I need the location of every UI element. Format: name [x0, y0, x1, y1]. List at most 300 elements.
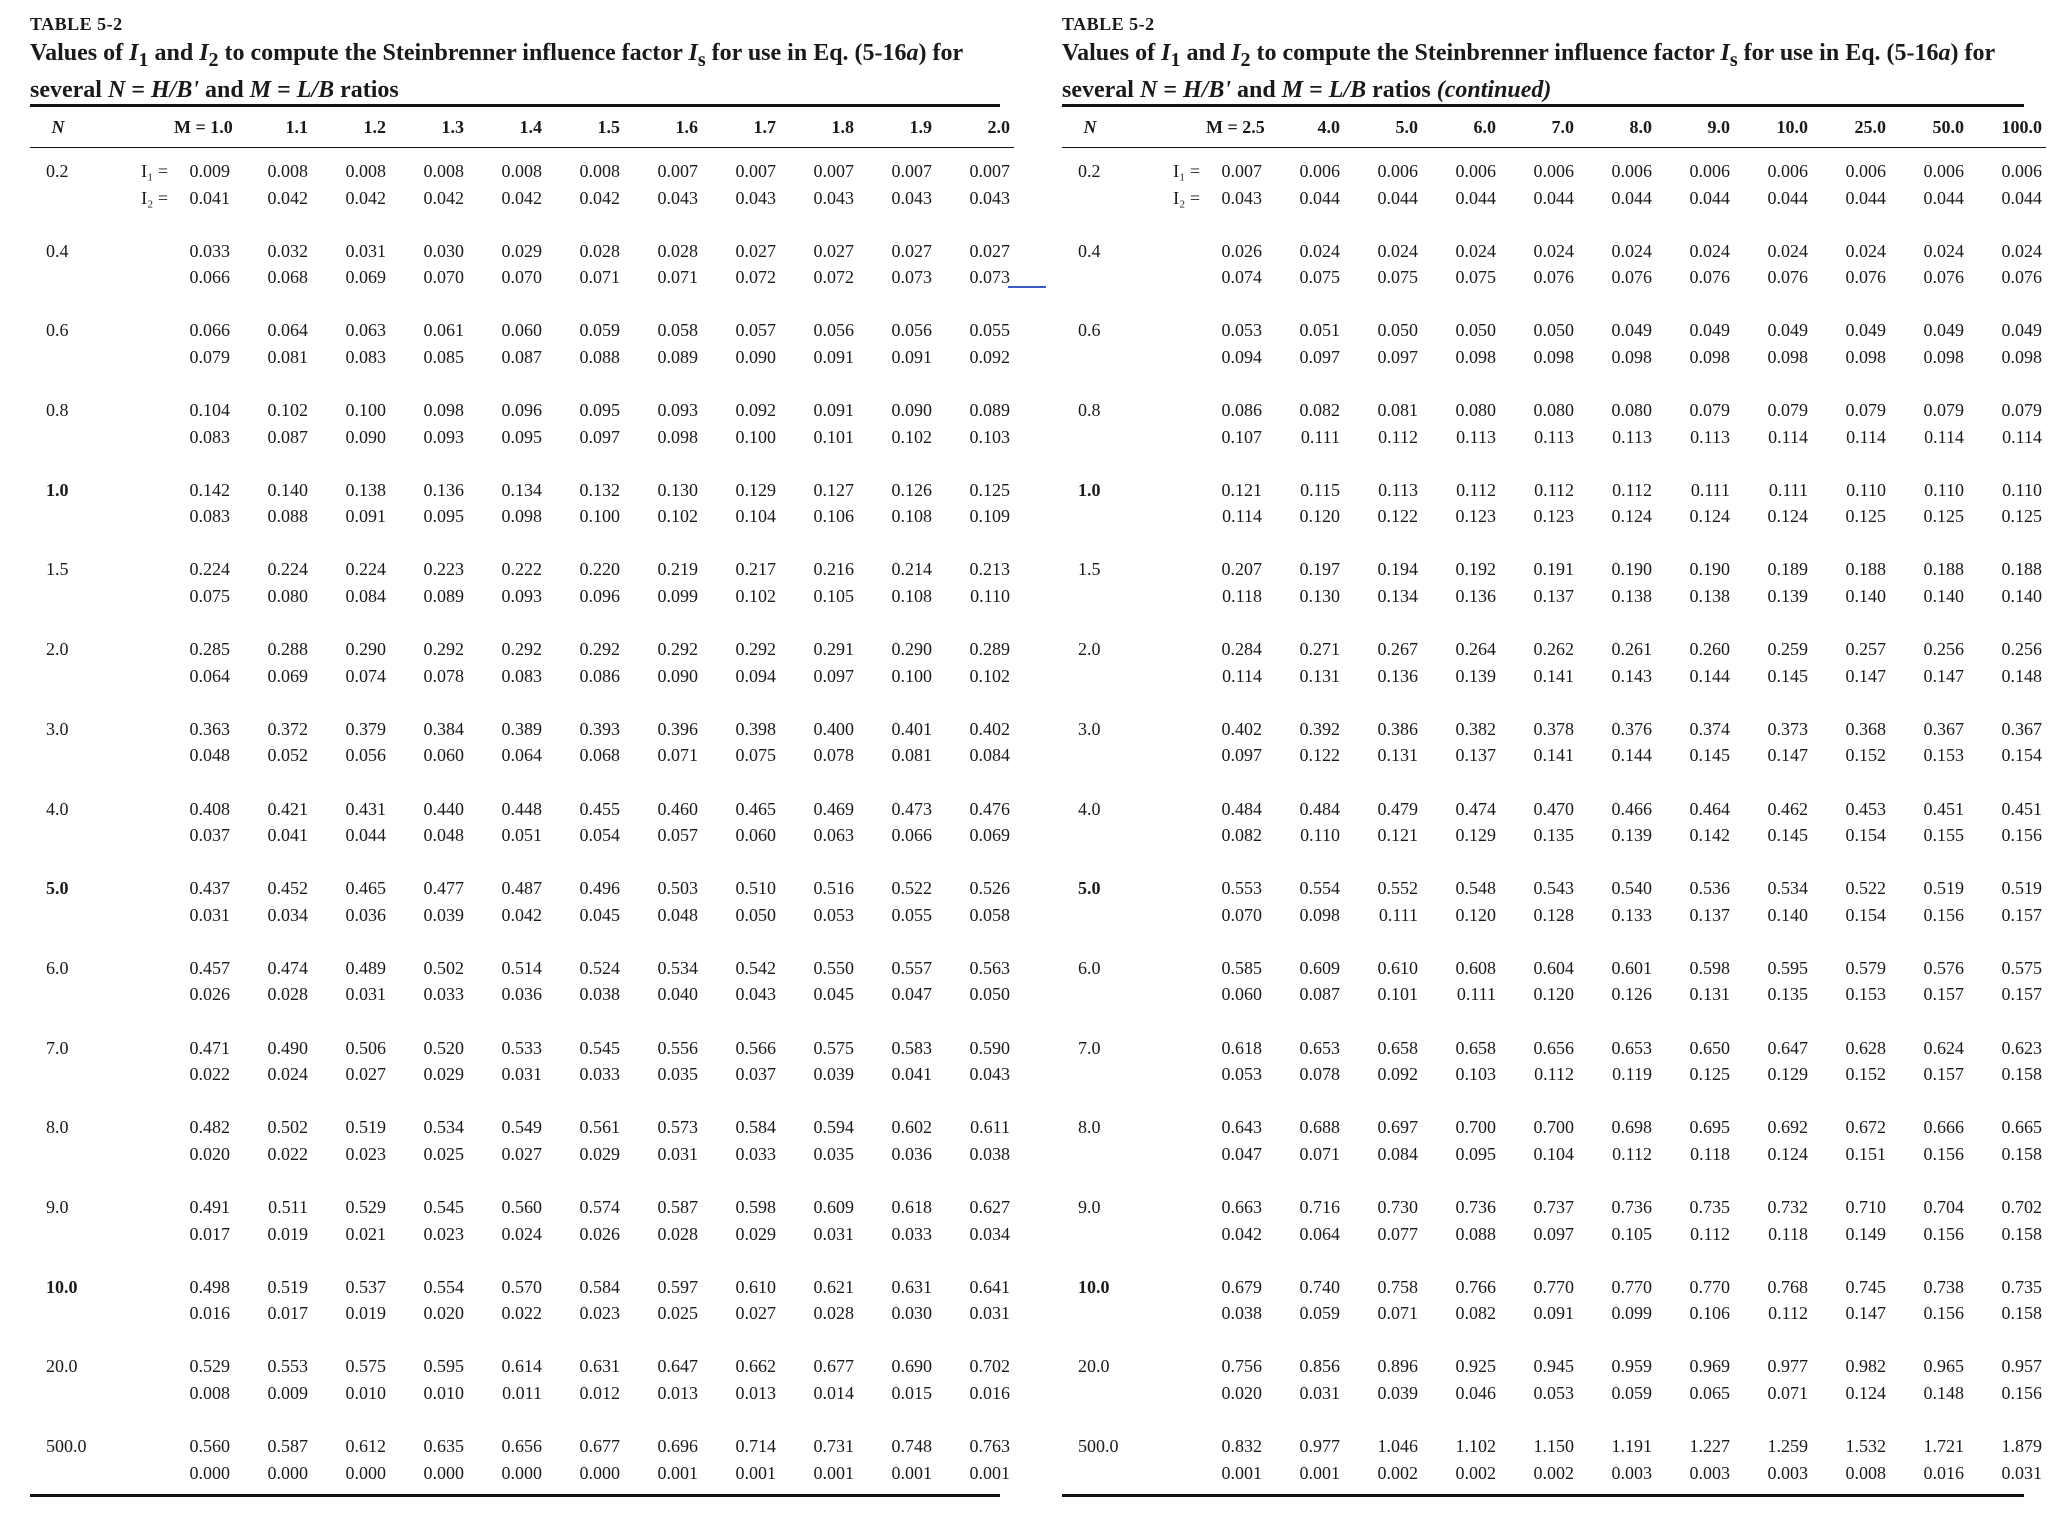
i2-value: 0.124 — [1767, 506, 1808, 527]
row-spacer — [30, 1088, 1014, 1115]
i1-value: 0.587 — [267, 1436, 308, 1456]
table-row — [1062, 158, 2046, 185]
i2-value: 0.156 — [2001, 1382, 2042, 1403]
i1-value: 1.721 — [1923, 1436, 1964, 1456]
i1-value: 0.690 — [891, 1356, 932, 1377]
i1-value: 0.548 — [1455, 878, 1496, 899]
i2-value: 0.078 — [813, 745, 854, 766]
table-row — [30, 1194, 1014, 1221]
i2-value: 0.075 — [1455, 267, 1496, 288]
i1-value: 0.604 — [1533, 957, 1574, 978]
i2-value: 0.044 — [1923, 187, 1964, 208]
i2-value: 0.147 — [1923, 665, 1964, 686]
i1-value: 0.554 — [1299, 878, 1340, 899]
i2-value: 0.144 — [1611, 745, 1652, 766]
i1-value: 0.024 — [1611, 240, 1652, 261]
i1-value: 0.647 — [1767, 1037, 1808, 1058]
i2-value: 0.000 — [345, 1462, 386, 1483]
i1-value: 0.104 — [189, 400, 230, 421]
i2-value: 0.028 — [813, 1303, 854, 1324]
i2-value: 0.102 — [735, 586, 776, 607]
i1-value: 0.451 — [1923, 798, 1964, 819]
i2-value: 0.069 — [267, 665, 308, 686]
i2-value: 0.102 — [657, 506, 698, 527]
i2-value: 0.157 — [1923, 1064, 1964, 1085]
table-row — [1062, 716, 2046, 743]
caption-text: = — [1303, 76, 1329, 103]
i2-value: 0.106 — [1689, 1303, 1730, 1324]
i1-value: 0.032 — [267, 240, 308, 261]
i2-value: 0.076 — [1689, 267, 1730, 288]
i1-value: 0.080 — [1611, 400, 1652, 421]
i1-value: 0.063 — [345, 320, 386, 341]
i1-value: 0.583 — [891, 1037, 932, 1058]
table-row — [1062, 1380, 2046, 1407]
table-row — [30, 1460, 1014, 1487]
i2-value: 0.089 — [657, 346, 698, 367]
i2-value: 0.102 — [969, 665, 1010, 686]
i1-value: 0.006 — [1611, 161, 1652, 181]
table-row — [1062, 822, 2046, 849]
header-m: 9.0 — [1707, 116, 1730, 137]
i1-value: 0.402 — [969, 718, 1010, 739]
i2-value: 0.015 — [891, 1382, 932, 1403]
table-row — [1062, 1300, 2046, 1327]
n-value — [30, 822, 86, 849]
i2-value: 0.003 — [1689, 1462, 1730, 1483]
i2-value: 0.075 — [1299, 267, 1340, 288]
i1-value: 0.079 — [1845, 400, 1886, 421]
i2-value: 0.026 — [579, 1223, 620, 1244]
caption-text: = — [1157, 76, 1183, 103]
row-prefix — [1118, 742, 1206, 769]
i1-value: 0.516 — [813, 878, 854, 899]
i1-value: 0.386 — [1377, 718, 1418, 739]
header-n: N — [1083, 116, 1097, 137]
i2-value: 0.042 — [501, 904, 542, 925]
n-value — [30, 1141, 86, 1168]
i1-value: 0.288 — [267, 639, 308, 660]
i2-value: 0.140 — [2001, 586, 2042, 607]
i1-value: 0.049 — [1611, 320, 1652, 341]
i2-value: 0.123 — [1455, 506, 1496, 527]
i1-value: 1.102 — [1455, 1436, 1496, 1456]
i1-value: 0.029 — [501, 240, 542, 261]
table-row — [1062, 344, 2046, 371]
header-spacer — [86, 107, 174, 148]
i2-value: 0.114 — [2002, 426, 2042, 447]
i2-value: 0.091 — [1533, 1303, 1574, 1324]
table-row — [30, 503, 1014, 530]
row-prefix — [1118, 1353, 1206, 1380]
i1-value: 0.049 — [1845, 320, 1886, 341]
i1-value: 0.267 — [1377, 639, 1418, 660]
i1-value: 0.058 — [657, 320, 698, 341]
n-value — [30, 981, 86, 1008]
i1-value: 0.566 — [735, 1037, 776, 1058]
n-value — [30, 583, 86, 610]
i1-value: 0.189 — [1767, 559, 1808, 580]
i1-value: 0.635 — [423, 1436, 464, 1456]
i1-value: 0.290 — [891, 639, 932, 660]
i1-value: 0.008 — [423, 161, 464, 181]
i2-value: 0.073 — [891, 267, 932, 288]
i1-value: 0.735 — [2001, 1276, 2042, 1297]
i1-value: 0.766 — [1455, 1276, 1496, 1297]
i1-value: 0.462 — [1767, 798, 1808, 819]
i1-value: 0.384 — [423, 718, 464, 739]
header-n: N — [51, 116, 65, 137]
row-prefix — [86, 317, 174, 344]
n-value: 8.0 — [1078, 1117, 1101, 1138]
n-value: 0.2 — [46, 161, 69, 181]
i1-value: 0.473 — [891, 798, 932, 819]
caption-text: L/B — [1328, 76, 1367, 103]
i1-value: 0.595 — [1767, 957, 1808, 978]
table-row — [30, 636, 1014, 663]
caption-text: and — [1231, 76, 1282, 103]
i1-value: 0.006 — [1845, 161, 1886, 181]
i2-value: 0.066 — [189, 267, 230, 288]
i2-value: 0.036 — [501, 984, 542, 1005]
i1-value: 0.291 — [813, 639, 854, 660]
i1-value: 0.292 — [423, 639, 464, 660]
caption-text: H/B' — [151, 76, 200, 103]
table-row — [30, 1221, 1014, 1248]
i2-value: 0.092 — [969, 346, 1010, 367]
i1-value: 0.770 — [1611, 1276, 1652, 1297]
i2-value: 0.000 — [579, 1462, 620, 1483]
n-value: 5.0 — [46, 878, 69, 899]
row-prefix — [86, 238, 174, 265]
i1-value: 0.363 — [189, 718, 230, 739]
i2-value: 0.156 — [1923, 1223, 1964, 1244]
influence-factor-table-continued — [1062, 107, 2046, 1486]
i2-value: 0.113 — [1534, 426, 1574, 447]
i2-value: 0.090 — [657, 665, 698, 686]
caption-text: I — [129, 40, 139, 66]
i2-value: 0.111 — [1300, 426, 1340, 447]
i2-value: 0.041 — [189, 187, 230, 208]
i1-value: 0.373 — [1767, 718, 1808, 739]
i2-value: 0.043 — [657, 187, 698, 208]
header-m: 1.5 — [597, 116, 620, 137]
n-value — [1062, 344, 1118, 371]
i2-value: 0.112 — [1612, 1143, 1652, 1164]
i2-value: 0.025 — [657, 1303, 698, 1324]
i2-value: 0.031 — [657, 1143, 698, 1164]
i1-value: 0.089 — [969, 400, 1010, 421]
table-row — [30, 663, 1014, 690]
i1-value: 0.627 — [969, 1196, 1010, 1217]
influence-factor-table — [30, 107, 1014, 1486]
row-prefix — [1118, 796, 1206, 823]
row-prefix — [86, 875, 174, 902]
i2-value: 0.035 — [657, 1064, 698, 1085]
i1-value: 0.024 — [1299, 240, 1340, 261]
row-prefix — [1118, 264, 1206, 291]
i2-value: 0.039 — [423, 904, 464, 925]
i1-value: 0.090 — [891, 400, 932, 421]
i2-value: 0.131 — [1689, 984, 1730, 1005]
i2-value: 0.043 — [735, 984, 776, 1005]
i2-value: 0.022 — [189, 1064, 230, 1085]
i1-value: 0.027 — [891, 240, 932, 261]
i2-value: 0.120 — [1299, 506, 1340, 527]
header-m: 2.0 — [987, 116, 1010, 137]
table-row — [30, 875, 1014, 902]
i2-value: 0.156 — [1923, 1143, 1964, 1164]
row-prefix — [86, 344, 174, 371]
i1-value: 0.945 — [1533, 1356, 1574, 1377]
row-prefix — [1118, 344, 1206, 371]
i2-value: 0.124 — [1689, 506, 1730, 527]
i1-value: 0.716 — [1299, 1196, 1340, 1217]
caption-text: 1 — [138, 48, 149, 71]
i2-value: 0.156 — [1923, 904, 1964, 925]
i2-value: 0.051 — [501, 825, 542, 846]
i1-value: 0.368 — [1845, 718, 1886, 739]
i1-value: 0.452 — [267, 878, 308, 899]
i2-value: 0.021 — [345, 1223, 386, 1244]
i2-value: 0.107 — [1221, 426, 1262, 447]
i2-value: 0.078 — [423, 665, 464, 686]
i1-value: 0.207 — [1221, 559, 1262, 580]
i2-value: 0.044 — [1455, 187, 1496, 208]
i2-value: 0.137 — [1533, 586, 1574, 607]
header-m: 5.0 — [1395, 116, 1418, 137]
i1-value: 0.476 — [969, 798, 1010, 819]
i2-value: 0.044 — [1611, 187, 1652, 208]
i1-value: 0.219 — [657, 559, 698, 580]
table-row — [30, 1035, 1014, 1062]
i1-value: 0.666 — [1923, 1117, 1964, 1138]
i2-value: 0.147 — [1767, 745, 1808, 766]
row-spacer — [1062, 1327, 2046, 1354]
i1-value: 0.465 — [345, 878, 386, 899]
i1-value: 0.091 — [813, 400, 854, 421]
table-row — [30, 796, 1014, 823]
caption-text: = — [271, 76, 297, 103]
i2-value: 0.140 — [1923, 586, 1964, 607]
header-rule — [30, 148, 1014, 159]
i2-value: 0.042 — [579, 187, 620, 208]
i2-value: 0.158 — [2001, 1303, 2042, 1324]
i1-value: 0.264 — [1455, 639, 1496, 660]
i1-value: 0.576 — [1923, 957, 1964, 978]
i1-value: 0.092 — [735, 400, 776, 421]
table-row — [30, 1114, 1014, 1141]
i1-value: 0.590 — [969, 1037, 1010, 1058]
header-m: 1.4 — [519, 116, 542, 137]
header-m: 1.6 — [675, 116, 698, 137]
i2-value: 0.050 — [735, 904, 776, 925]
row-prefix — [86, 1300, 174, 1327]
i1-value: 0.402 — [1221, 718, 1262, 739]
i1-value: 0.008 — [579, 161, 620, 181]
i1-value: 0.770 — [1533, 1276, 1574, 1297]
i2-value: 0.087 — [501, 346, 542, 367]
header-m: 8.0 — [1629, 116, 1652, 137]
row-prefix — [1118, 1433, 1206, 1460]
i2-value: 0.016 — [969, 1382, 1010, 1403]
row-prefix — [86, 424, 174, 451]
i2-value: 0.031 — [813, 1223, 854, 1244]
header-m: M = 2.5 — [1206, 116, 1265, 137]
i2-value: 0.064 — [1299, 1223, 1340, 1244]
n-value: 500.0 — [1078, 1436, 1119, 1456]
i2-value: 0.138 — [1689, 586, 1730, 607]
table-row — [1062, 424, 2046, 451]
table-row — [1062, 185, 2046, 212]
i2-value: 0.029 — [579, 1143, 620, 1164]
i1-value: 0.006 — [1689, 161, 1730, 181]
i1-value: 0.643 — [1221, 1117, 1262, 1138]
i2-value: 0.039 — [1377, 1382, 1418, 1403]
table-row — [1062, 1114, 2046, 1141]
i2-value: 0.043 — [735, 187, 776, 208]
i2-value: 0.091 — [813, 346, 854, 367]
i1-value: 0.112 — [1456, 479, 1496, 500]
i2-value: 0.098 — [1611, 346, 1652, 367]
caption-text: ) for several — [1062, 40, 1995, 103]
i2-value: 0.008 — [1845, 1462, 1886, 1483]
table-row — [1062, 238, 2046, 265]
n-value: 20.0 — [46, 1356, 78, 1377]
n-value — [1062, 503, 1118, 530]
i2-value: 0.131 — [1299, 665, 1340, 686]
table-row — [1062, 796, 2046, 823]
i1-value: 0.656 — [1533, 1037, 1574, 1058]
i2-value: 0.106 — [813, 506, 854, 527]
table-row — [1062, 1194, 2046, 1221]
i1-value: 0.519 — [267, 1276, 308, 1297]
i1-value: 0.534 — [657, 957, 698, 978]
i2-value: 0.031 — [189, 904, 230, 925]
i1-value: 0.498 — [189, 1276, 230, 1297]
i1-value: 0.140 — [267, 479, 308, 500]
i1-value: 0.136 — [423, 479, 464, 500]
row-prefix — [86, 796, 174, 823]
caption-text: Values of — [30, 40, 130, 66]
row-prefix — [1118, 1061, 1206, 1088]
row-spacer — [30, 1167, 1014, 1194]
n-value: 0.6 — [1078, 320, 1101, 341]
i1-value: 0.758 — [1377, 1276, 1418, 1297]
i1-value: 0.471 — [189, 1037, 230, 1058]
i2-value: 0.136 — [1377, 665, 1418, 686]
i1-value: 0.292 — [657, 639, 698, 660]
row-prefix — [1118, 397, 1206, 424]
row-spacer — [1062, 849, 2046, 876]
i1-value: 0.192 — [1455, 559, 1496, 580]
i1-value: 0.006 — [2001, 161, 2042, 181]
n-value: 9.0 — [1078, 1196, 1101, 1217]
i2-value: 0.050 — [969, 984, 1010, 1005]
i1-value: 0.009 — [189, 161, 230, 181]
i1-value: 0.389 — [501, 718, 542, 739]
i1-value: 0.006 — [1377, 161, 1418, 181]
i2-value: 0.059 — [1299, 1303, 1340, 1324]
i1-value: 0.100 — [345, 400, 386, 421]
i2-value: 0.014 — [813, 1382, 854, 1403]
i1-value: 0.519 — [345, 1117, 386, 1138]
i2-value: 0.087 — [267, 426, 308, 447]
i1-value: 0.024 — [1377, 240, 1418, 261]
i1-value: 0.560 — [501, 1196, 542, 1217]
n-value: 6.0 — [46, 957, 69, 978]
i1-value: 0.079 — [1923, 400, 1964, 421]
i1-value: 0.631 — [891, 1276, 932, 1297]
caption-text: to compute the Steinbrenner influence factor — [1250, 40, 1721, 66]
i1-value: 0.977 — [1767, 1356, 1808, 1377]
i2-value: 0.001 — [657, 1462, 698, 1483]
i2-value: 0.157 — [1923, 984, 1964, 1005]
i2-value: 0.023 — [579, 1303, 620, 1324]
table-row — [1062, 503, 2046, 530]
i1-value: 0.110 — [2002, 479, 2042, 500]
i1-value: 0.756 — [1221, 1356, 1262, 1377]
i2-value: 0.045 — [813, 984, 854, 1005]
i2-value: 0.029 — [423, 1064, 464, 1085]
i2-value: 0.010 — [423, 1382, 464, 1403]
i1-value: 0.768 — [1767, 1276, 1808, 1297]
table-row — [30, 185, 1014, 212]
i1-value: 0.396 — [657, 718, 698, 739]
i2-value: 0.079 — [189, 346, 230, 367]
table-label: TABLE 5-2 — [30, 14, 123, 34]
i1-value: 0.006 — [1767, 161, 1808, 181]
i1-value: 0.623 — [2001, 1037, 2042, 1058]
i1-value: 0.224 — [267, 559, 308, 580]
i1-value: 0.216 — [813, 559, 854, 580]
i1-value: 0.598 — [735, 1196, 776, 1217]
i1-value: 0.489 — [345, 957, 386, 978]
table-row — [1062, 1035, 2046, 1062]
i2-value: 0.076 — [1767, 267, 1808, 288]
i1-value: 0.079 — [1689, 400, 1730, 421]
i2-value: 0.125 — [1845, 506, 1886, 527]
i2-value: 0.129 — [1455, 825, 1496, 846]
n-value — [30, 1300, 86, 1327]
i1-value: 0.522 — [1845, 878, 1886, 899]
table-row — [1062, 1141, 2046, 1168]
table-row — [30, 742, 1014, 769]
i1-value: 0.220 — [579, 559, 620, 580]
i2-value: 0.060 — [423, 745, 464, 766]
i2-value: 0.083 — [189, 426, 230, 447]
i1-value: 0.049 — [1923, 320, 1964, 341]
table-row — [30, 238, 1014, 265]
i2-value: 0.036 — [345, 904, 386, 925]
i2-value: 0.064 — [501, 745, 542, 766]
i1-value: 0.698 — [1611, 1117, 1652, 1138]
i1-value: 0.579 — [1845, 957, 1886, 978]
i1-value: 0.024 — [1455, 240, 1496, 261]
row-prefix — [86, 1221, 174, 1248]
table-caption — [30, 36, 1000, 104]
header-m: M = 1.0 — [174, 116, 233, 137]
i1-value: 0.049 — [1767, 320, 1808, 341]
i1-value: 0.112 — [1612, 479, 1652, 500]
table-row — [30, 477, 1014, 504]
i2-value: 0.114 — [1924, 426, 1964, 447]
i2-value: 0.154 — [1845, 825, 1886, 846]
header-m: 1.1 — [285, 116, 308, 137]
i1-value: 0.457 — [189, 957, 230, 978]
i2-value: 0.094 — [735, 665, 776, 686]
i2-value: 0.098 — [501, 506, 542, 527]
